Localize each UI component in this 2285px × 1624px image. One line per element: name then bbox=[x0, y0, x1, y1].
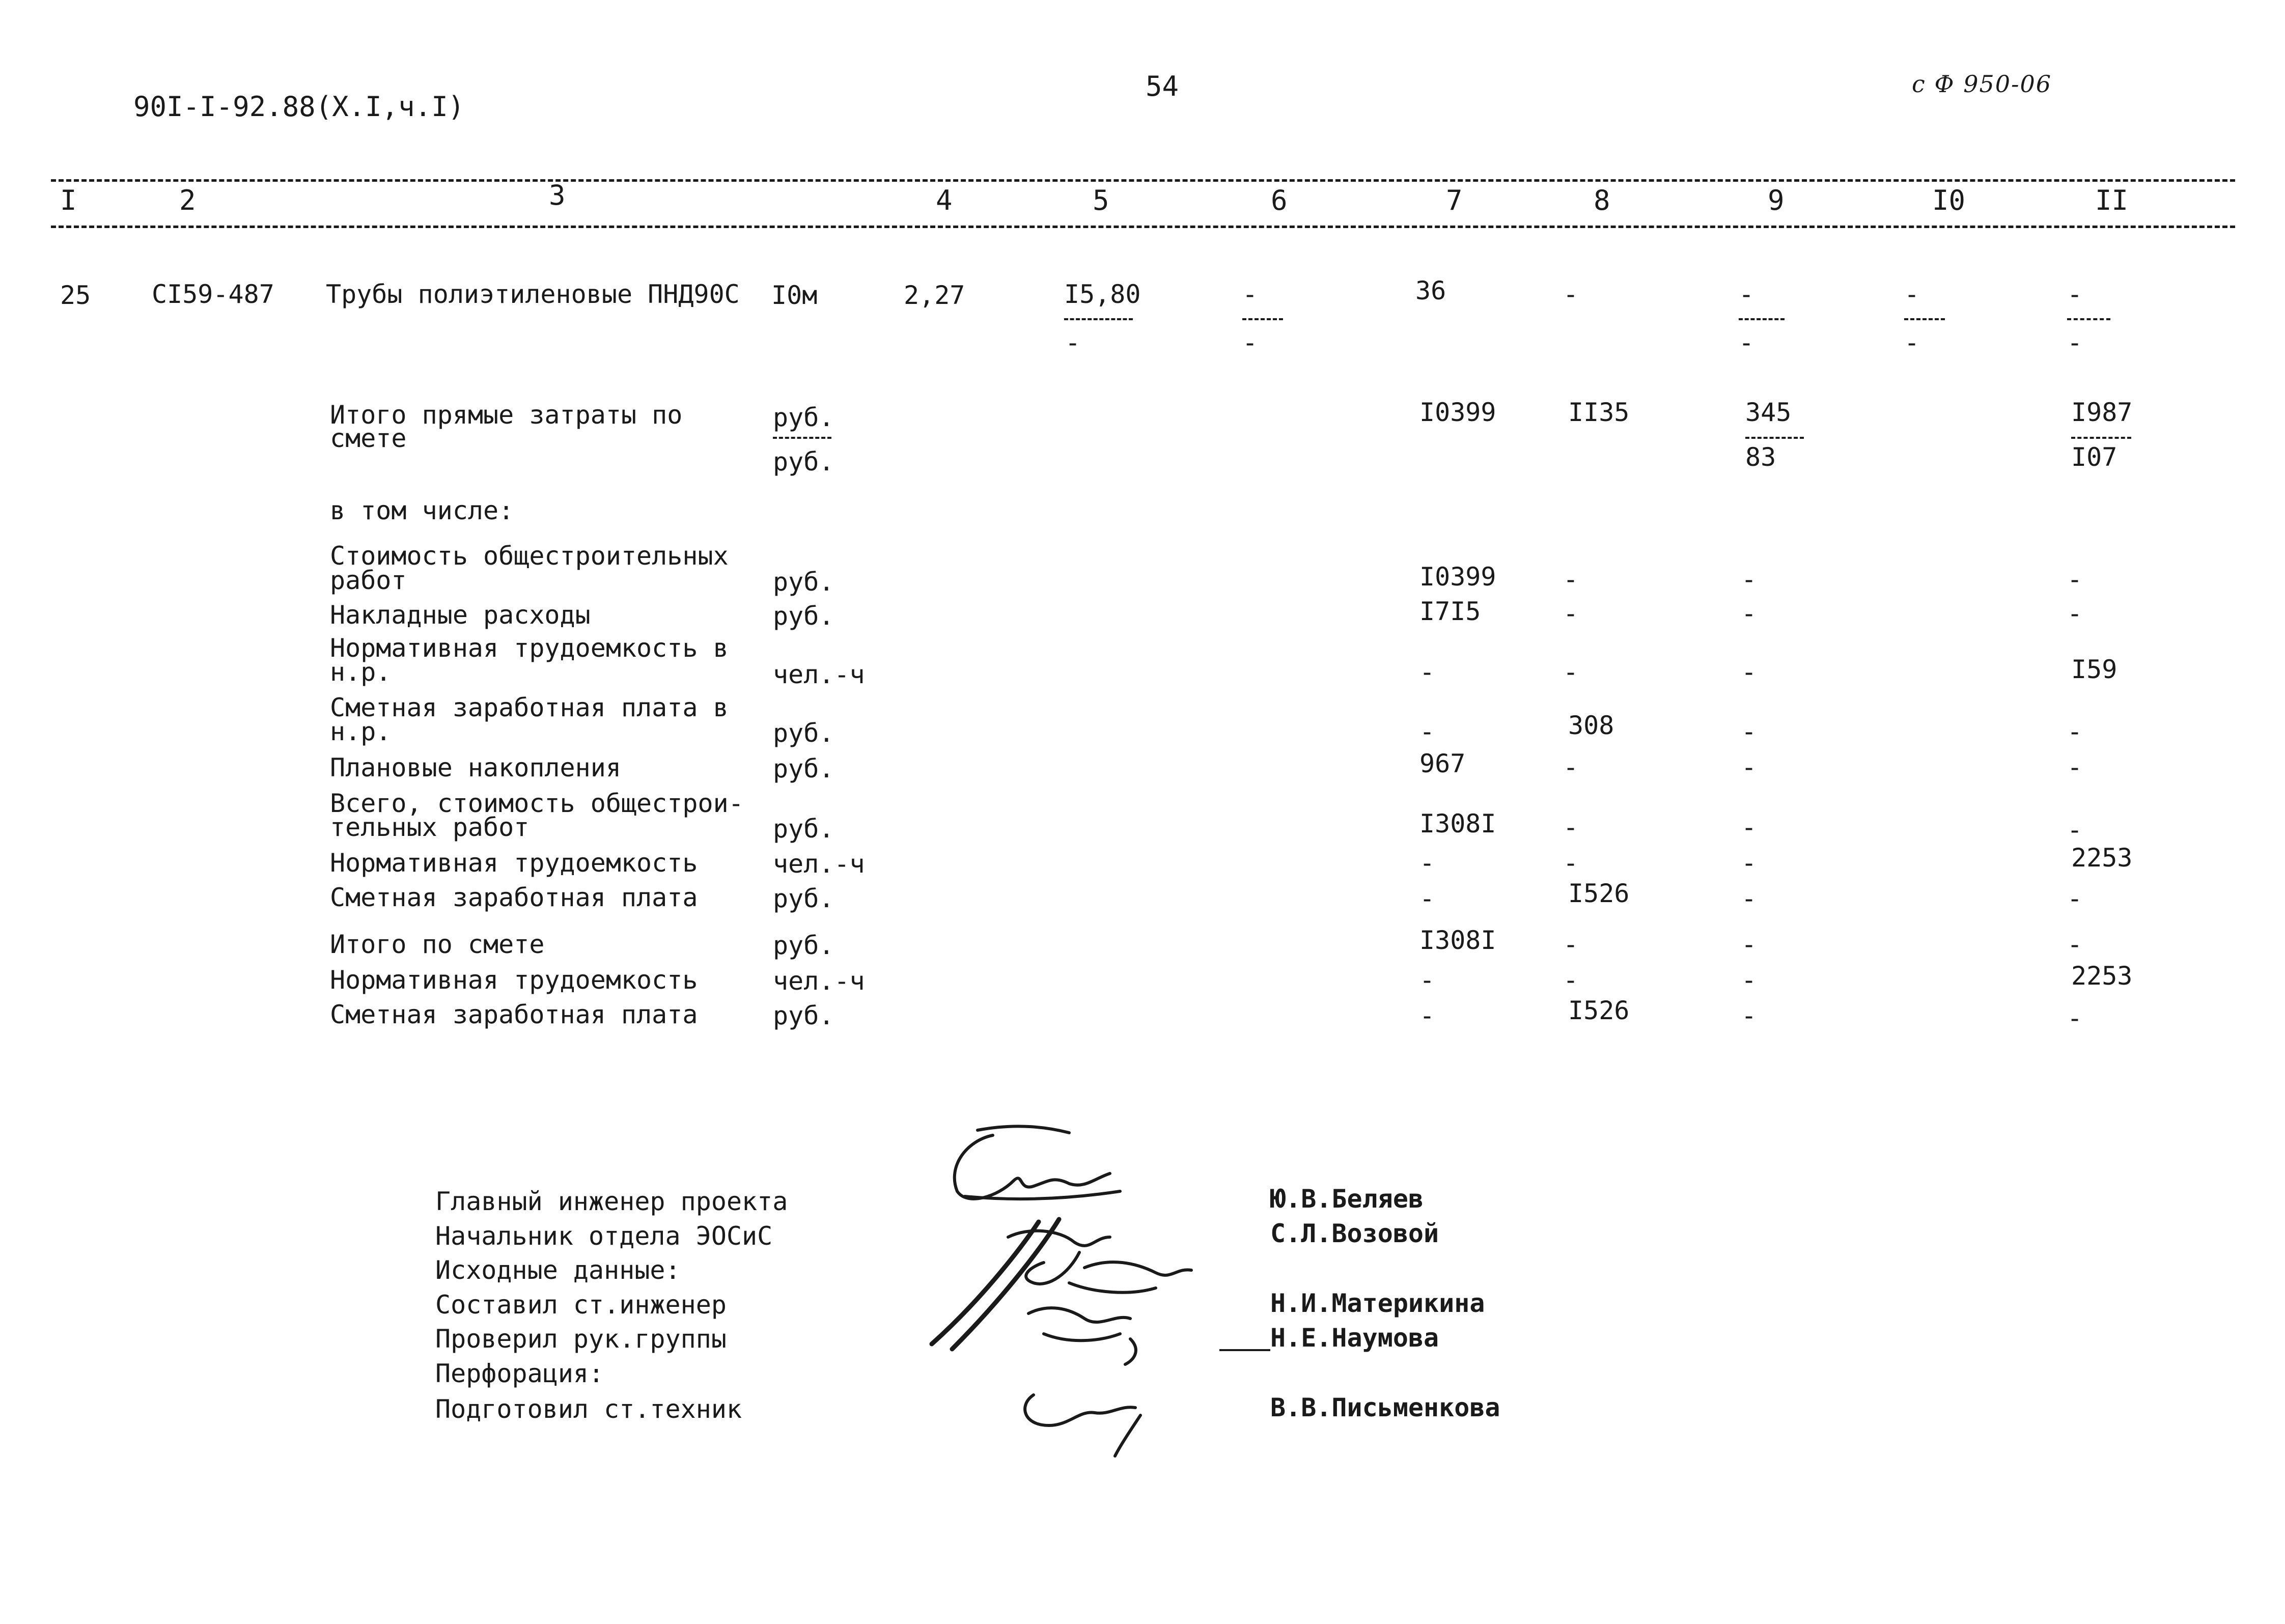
summary-label-cont: н.р. bbox=[330, 717, 392, 746]
signatory-role: Перфорация: bbox=[435, 1359, 604, 1388]
row-col7: 36 bbox=[1415, 276, 1446, 305]
summary-col9: - bbox=[1741, 965, 1757, 995]
handwritten-signatures bbox=[916, 1120, 1273, 1456]
summary-col7: I308I bbox=[1419, 809, 1496, 838]
fraction-line bbox=[1064, 318, 1133, 320]
summary-label: Накладные расходы bbox=[330, 600, 591, 630]
summary-col8: 308 bbox=[1568, 711, 1614, 740]
summary-col7: - bbox=[1419, 965, 1435, 995]
signatory-role: Главный инженер проекта bbox=[435, 1187, 788, 1216]
summary-label: Итого по смете bbox=[330, 930, 545, 959]
summary-col8: - bbox=[1563, 565, 1579, 594]
column-header: II bbox=[2095, 184, 2129, 216]
column-header: I0 bbox=[1932, 184, 1966, 216]
column-header: 5 bbox=[1093, 184, 1109, 216]
summary-col8: - bbox=[1563, 813, 1579, 842]
fraction-line bbox=[2067, 318, 2110, 320]
summary-label: Нормативная трудоемкость bbox=[330, 848, 698, 878]
summary-col8: - bbox=[1563, 848, 1579, 878]
archive-stamp: с Ф 950-06 bbox=[1912, 70, 2052, 98]
document-code: 90I-I-92.88(X.I,ч.I) bbox=[133, 91, 465, 123]
summary-col9: - bbox=[1741, 848, 1757, 878]
including-label: в том числе: bbox=[330, 496, 514, 525]
summary-col8: I526 bbox=[1568, 879, 1630, 908]
summary-col8: - bbox=[1563, 965, 1579, 995]
summary-label-cont: н.р. bbox=[330, 657, 392, 687]
signatory-name: С.Л.Возовой bbox=[1270, 1219, 1439, 1248]
summary-col8: - bbox=[1563, 752, 1579, 782]
header-top-rule bbox=[51, 179, 2235, 182]
column-header: 6 bbox=[1271, 184, 1288, 216]
summary-col11: - bbox=[2067, 565, 2083, 594]
summary-col11: - bbox=[2067, 599, 2083, 628]
row-col9-top: - bbox=[1739, 279, 1754, 309]
row-unit: I0м bbox=[771, 281, 818, 310]
signatory-name: Ю.В.Беляев bbox=[1270, 1184, 1424, 1214]
column-header: 4 bbox=[936, 184, 953, 216]
summary-col9: - bbox=[1741, 599, 1757, 628]
summary-label: Стоимость общестроительных bbox=[330, 541, 729, 571]
summary-col11: I59 bbox=[2071, 655, 2117, 684]
fraction-line bbox=[1745, 437, 1804, 439]
signatory-role: Исходные данные: bbox=[435, 1255, 681, 1285]
summary-label: Плановые накопления bbox=[330, 753, 621, 782]
summary-unit: руб. bbox=[773, 718, 834, 748]
summary-col9: - bbox=[1741, 752, 1757, 782]
summary-label: Сметная заработная плата bbox=[330, 1000, 698, 1029]
signatory-role: Подготовил ст.техник bbox=[435, 1394, 742, 1424]
summary-col11: - bbox=[2067, 752, 2083, 782]
summary-label: Нормативная трудоемкость в bbox=[330, 633, 729, 663]
column-header: 9 bbox=[1768, 184, 1785, 216]
summary-unit: руб. bbox=[773, 1001, 834, 1030]
summary-col9: - bbox=[1741, 884, 1757, 913]
summary-unit: чел.-ч bbox=[773, 966, 865, 996]
column-header: 3 bbox=[549, 179, 566, 211]
direct-costs-label: Итого прямые затраты по bbox=[330, 400, 683, 430]
direct-costs-unit-bottom: руб. bbox=[773, 447, 834, 477]
direct-costs-col9-top: 345 bbox=[1745, 398, 1792, 427]
fraction-line bbox=[1242, 318, 1283, 320]
signatory-role: Начальник отдела ЭОСиС bbox=[435, 1221, 773, 1251]
header-bottom-rule bbox=[51, 226, 2235, 228]
summary-col7: - bbox=[1419, 848, 1435, 878]
row-col11-bottom: - bbox=[2067, 328, 2083, 357]
summary-label-cont: работ bbox=[330, 566, 407, 595]
signatory-role: Проверил рук.группы bbox=[435, 1324, 727, 1354]
summary-unit: руб. bbox=[773, 567, 834, 597]
summary-col11: 2253 bbox=[2071, 961, 2133, 991]
summary-col9: - bbox=[1741, 930, 1757, 959]
row-col6-top: - bbox=[1242, 279, 1258, 309]
summary-label: Сметная заработная плата в bbox=[330, 693, 729, 722]
signatory-name: В.В.Письменкова bbox=[1270, 1393, 1500, 1422]
summary-unit: руб. bbox=[773, 601, 834, 631]
row-number: 25 bbox=[60, 281, 91, 310]
row-col11-top: - bbox=[2067, 279, 2083, 309]
summary-unit: чел.-ч bbox=[773, 849, 865, 879]
summary-col7: - bbox=[1419, 1001, 1435, 1030]
summary-col7: - bbox=[1419, 884, 1435, 913]
summary-unit: руб. bbox=[773, 884, 834, 913]
summary-col8: - bbox=[1563, 599, 1579, 628]
fraction-line bbox=[2071, 437, 2131, 439]
summary-unit: руб. bbox=[773, 814, 834, 844]
direct-costs-col7: I0399 bbox=[1419, 398, 1496, 427]
column-header: I bbox=[60, 184, 77, 216]
fraction-line bbox=[773, 437, 831, 439]
summary-label: Нормативная трудоемкость bbox=[330, 965, 698, 995]
page-number: 54 bbox=[1146, 70, 1179, 102]
summary-col11: - bbox=[2067, 1003, 2083, 1033]
direct-costs-label-cont: смете bbox=[330, 424, 407, 453]
summary-col9: - bbox=[1741, 1001, 1757, 1030]
summary-col7: I308I bbox=[1419, 926, 1496, 955]
column-header: 2 bbox=[179, 184, 196, 216]
fraction-line bbox=[1739, 318, 1785, 320]
summary-col8: - bbox=[1563, 930, 1579, 959]
row-col10-bottom: - bbox=[1904, 328, 1920, 357]
summary-label: Всего, стоимость общестрои- bbox=[330, 789, 744, 818]
fraction-line bbox=[1904, 318, 1945, 320]
summary-col7: - bbox=[1419, 657, 1435, 687]
column-header: 7 bbox=[1446, 184, 1463, 216]
direct-costs-unit-top: руб. bbox=[773, 403, 834, 432]
row-price-bottom: - bbox=[1065, 328, 1081, 357]
summary-col7: I7I5 bbox=[1419, 597, 1481, 626]
summary-label-cont: тельных работ bbox=[330, 813, 530, 842]
summary-col11: - bbox=[2067, 884, 2083, 913]
column-header: 8 bbox=[1594, 184, 1610, 216]
summary-col11: - bbox=[2067, 815, 2083, 845]
summary-col11: - bbox=[2067, 930, 2083, 959]
summary-unit: руб. bbox=[773, 931, 834, 960]
summary-col8: I526 bbox=[1568, 996, 1630, 1025]
direct-costs-col8: II35 bbox=[1568, 398, 1630, 427]
summary-col7: - bbox=[1419, 717, 1435, 746]
signatory-role: Составил ст.инженер bbox=[435, 1290, 727, 1320]
row-col9-bottom: - bbox=[1739, 328, 1754, 357]
direct-costs-col11-top: I987 bbox=[2071, 398, 2133, 427]
row-col6-bottom: - bbox=[1242, 328, 1258, 357]
row-price-top: I5,80 bbox=[1064, 279, 1141, 309]
row-code: CI59-487 bbox=[152, 279, 274, 309]
summary-col9: - bbox=[1741, 657, 1757, 687]
summary-col11: 2253 bbox=[2071, 843, 2133, 873]
summary-unit: руб. bbox=[773, 754, 834, 783]
summary-col11: - bbox=[2067, 717, 2083, 746]
summary-col7: I0399 bbox=[1419, 562, 1496, 592]
summary-col7: 967 bbox=[1419, 749, 1466, 778]
summary-col9: - bbox=[1741, 717, 1757, 746]
summary-col9: - bbox=[1741, 565, 1757, 594]
row-name: Трубы полиэтиленовые ПНД90С bbox=[326, 279, 740, 309]
row-quantity: 2,27 bbox=[904, 281, 965, 310]
summary-unit: чел.-ч bbox=[773, 660, 865, 689]
signatory-name: Н.И.Материкина bbox=[1270, 1289, 1485, 1318]
summary-col9: - bbox=[1741, 813, 1757, 842]
summary-label: Сметная заработная плата bbox=[330, 883, 698, 912]
row-col10-top: - bbox=[1904, 279, 1920, 309]
signatory-name: Н.Е.Наумова bbox=[1270, 1323, 1439, 1353]
direct-costs-col11-bottom: I07 bbox=[2071, 442, 2117, 472]
direct-costs-col9-bottom: 83 bbox=[1745, 442, 1776, 472]
row-col8: - bbox=[1563, 279, 1579, 309]
summary-col8: - bbox=[1563, 657, 1579, 687]
